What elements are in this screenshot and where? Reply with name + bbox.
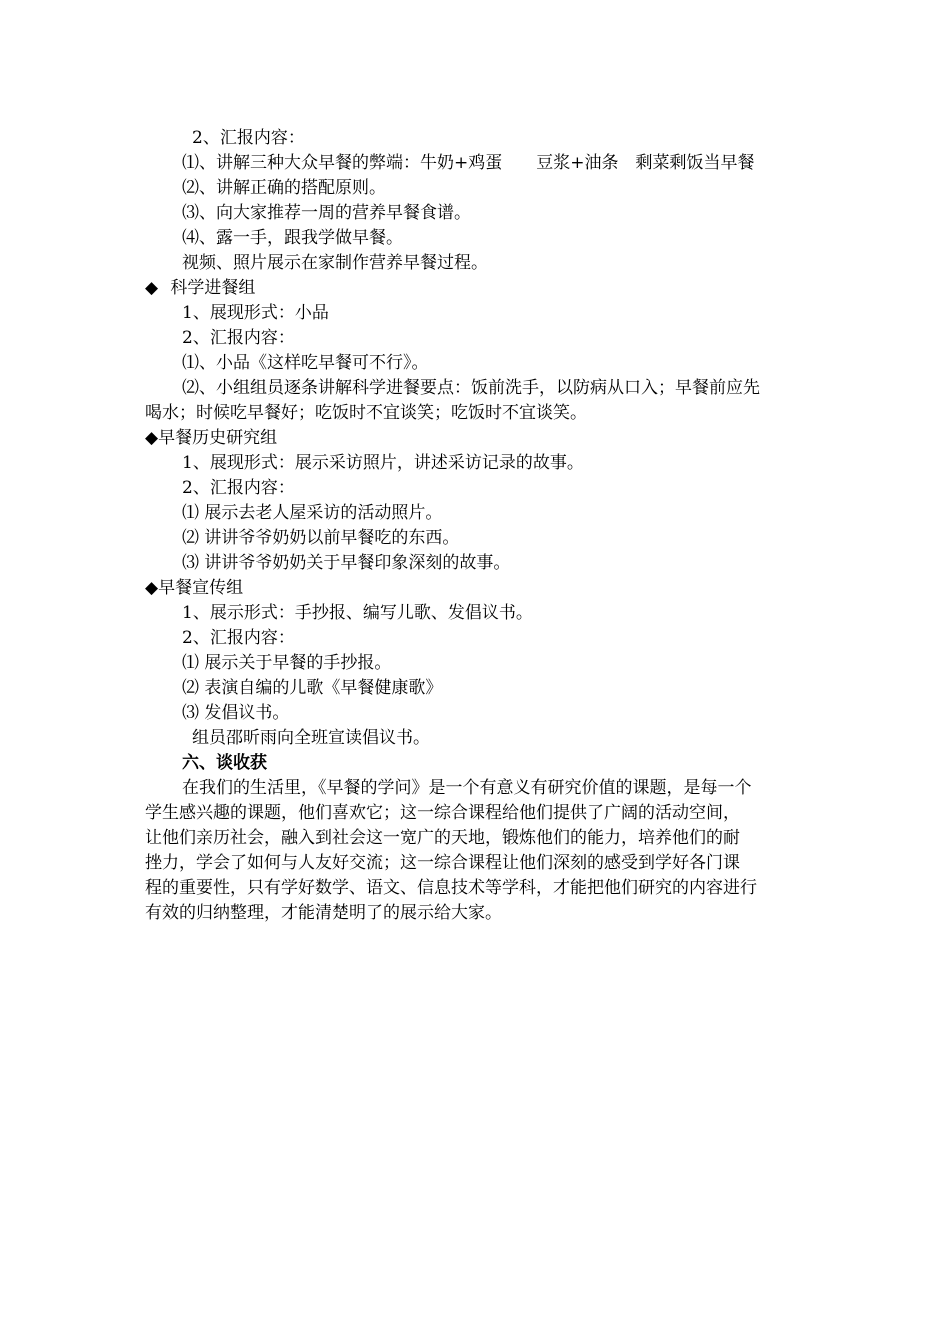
list-item: ⑷、露一手，跟我学做早餐。	[182, 228, 403, 248]
paragraph-line: 有效的归纳整理，才能清楚明了的展示给大家。	[145, 903, 502, 923]
section-title: 早餐宣传组	[158, 578, 244, 598]
list-item: ⑵、讲解正确的搭配原则。	[182, 178, 386, 198]
list-item: 2、汇报内容：	[182, 628, 295, 648]
section-heading-promo	[145, 576, 243, 600]
list-item: 1、展示形式：手抄报、编写儿歌、发倡议书。	[182, 603, 533, 623]
report-content-heading: 2、汇报内容：	[192, 128, 305, 148]
list-item: ⑴ 展示关于早餐的手抄报。	[182, 653, 392, 673]
list-item: 2、汇报内容：	[182, 328, 295, 348]
list-item: ⑶ 发倡议书。	[182, 703, 290, 723]
list-item: ⑴ 展示去老人屋采访的活动照片。	[182, 503, 443, 523]
list-item: ⑵、小组组员逐条讲解科学进餐要点：饭前洗手，以防病从口入；早餐前应先	[182, 378, 760, 398]
section-title: 早餐历史研究组	[158, 428, 278, 448]
section-title: 科学进餐组	[165, 278, 256, 298]
list-item: 2、汇报内容：	[182, 478, 295, 498]
paragraph-line: 程的重要性，只有学好数学、语文、信息技术等学科，才能把他们研究的内容进行	[145, 878, 757, 898]
section-heading-history	[145, 426, 277, 450]
diamond-bullet-icon: ◆	[145, 278, 159, 298]
list-item: ⑶ 讲讲爷爷奶奶关于早餐印象深刻的故事。	[182, 553, 511, 573]
list-item: ⑴、小品《这样吃早餐可不行》。	[182, 353, 429, 373]
list-item: 1、展现形式：展示采访照片，讲述采访记录的故事。	[182, 453, 584, 473]
list-item: ⑶、向大家推荐一周的营养早餐食谱。	[182, 203, 471, 223]
diamond-bullet-icon: ◆	[145, 428, 159, 448]
paragraph-line: 挫力，学会了如何与人友好交流；这一综合课程让他们深刻的感受到学好各门课	[145, 853, 740, 873]
list-item: ⑵ 表演自编的儿歌《早餐健康歌》	[182, 678, 443, 698]
section-heading-science	[145, 276, 255, 300]
list-item: ⑵ 讲讲爷爷奶奶以前早餐吃的东西。	[182, 528, 460, 548]
paragraph-line: 喝水；时候吃早餐好；吃饭时不宜谈笑；吃饭时不宜谈笑。	[145, 403, 587, 423]
paragraph-line: 让他们亲历社会，融入到社会这一宽广的天地，锻炼他们的能力，培养他们的耐	[145, 828, 740, 848]
paragraph-line: 视频、照片展示在家制作营养早餐过程。	[182, 253, 488, 273]
diamond-bullet-icon: ◆	[145, 578, 159, 598]
paragraph-line: 组员邵昕雨向全班宣读倡议书。	[192, 728, 430, 748]
list-item: ⑴、讲解三种大众早餐的弊端：牛奶+鸡蛋 豆浆+油条 剩菜剩饭当早餐	[182, 153, 755, 173]
list-item: 1、展现形式：小品	[182, 303, 329, 323]
paragraph-line: 在我们的生活里，《早餐的学问》是一个有意义有研究价值的课题，是每一个	[182, 778, 752, 798]
paragraph-line: 学生感兴趣的课题，他们喜欢它；这一综合课程给他们提供了广阔的活动空间，	[145, 803, 740, 823]
harvest-heading: 六、谈收获	[182, 753, 267, 773]
